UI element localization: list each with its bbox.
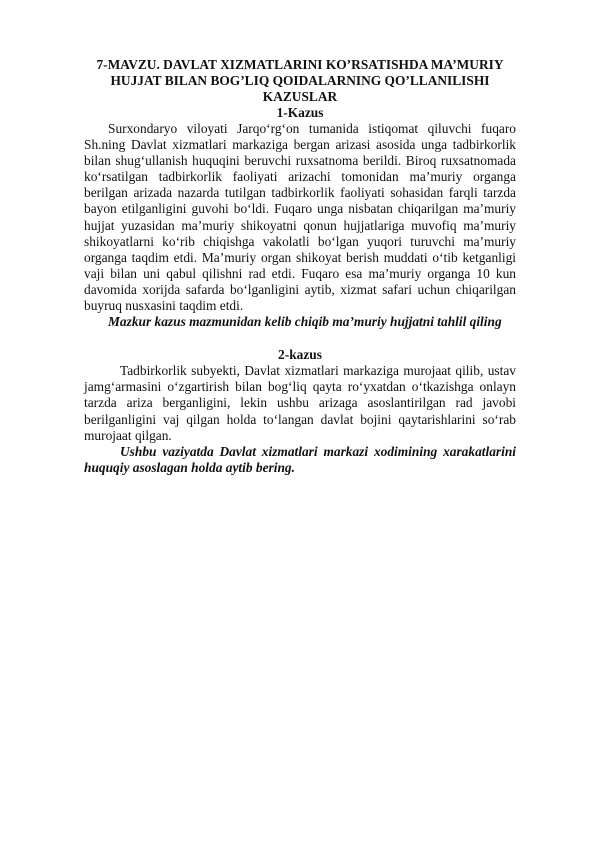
case-2-task: Ushbu vaziyatda Davlat xizmatlari markazi xodimining xarakatlarini huquqiy asoslagan holda aytib bering. xyxy=(84,443,516,475)
document-page xyxy=(84,57,516,476)
section-spacer xyxy=(84,330,516,347)
case-2-heading: 2-kazus xyxy=(278,347,322,363)
case-2 xyxy=(84,347,516,476)
document-title: 7-MAVZU. DAVLAT XIZMATLARINI KO’RSATISHDA MA’MURIY HUJJAT BILAN BOG’LIQ QOIDALARNING QO’LLANILISHI KAZUSLAR xyxy=(96,57,504,104)
case-1-body: Surxondaryo viloyati Jarqo‘rg‘on tumanida istiqomat qiluvchi fuqaro Sh.ning Davlat xizmatlari markaziga bergan arizasi asosida unga tadbirkorlik bilan shug‘ullanish huquqini beruvchi ruxsatnoma berildi. Biroq ruxsatnomada ko‘rsatilgan tadbirkorlik faoliyati arizachi tomonidan ma’muriy organga berilgan arizada nazarda tutilgan tadbirkorlik faoliyati sohasidan farqli tarzda bayon etilganligini guvohi bo‘ldi. Fuqaro unga nisbatan chiqarilgan ma’muriy hujjat yuzasidan ma’muriy shikoyatni qonun hujjatlariga muvofiq ma’muriy shikoyatlarni ko‘rib chiqishga vakolatli bo‘lgan yuqori turuvchi ma’muriy organga taqdim etdi. Ma’muriy organ shikoyat berish muddati o‘tib ketganligi vaji bilan uni qabul qilishni rad etdi. Fuqaro esa ma’muriy organga 10 kun davomida xorijda safarda bo‘lganligini aytib, xizmat safari uchun chiqarilgan buyruq nusxasini taqdim etdi. xyxy=(84,121,516,314)
case-1-heading: 1-Kazus xyxy=(276,105,324,120)
case-1 xyxy=(84,105,516,330)
case-1-task: Mazkur kazus mazmunidan kelib chiqib ma’muriy hujjatni tahlil qiling xyxy=(108,314,502,330)
case-2-body: Tadbirkorlik subyekti, Davlat xizmatlari markaziga murojaat qilib, ustav jamg‘armasini o‘zgartirish bilan bog‘liq qayta ro‘yxatdan o‘tkazishga onlayn tarzda ariza berganligini, lekin ushbu arizaga asoslantirilgan rad javobi berilganligini vaj qilgan holda to‘langan davlat bojini qaytarishlarini so‘rab murojaat qilgan. xyxy=(84,363,516,443)
